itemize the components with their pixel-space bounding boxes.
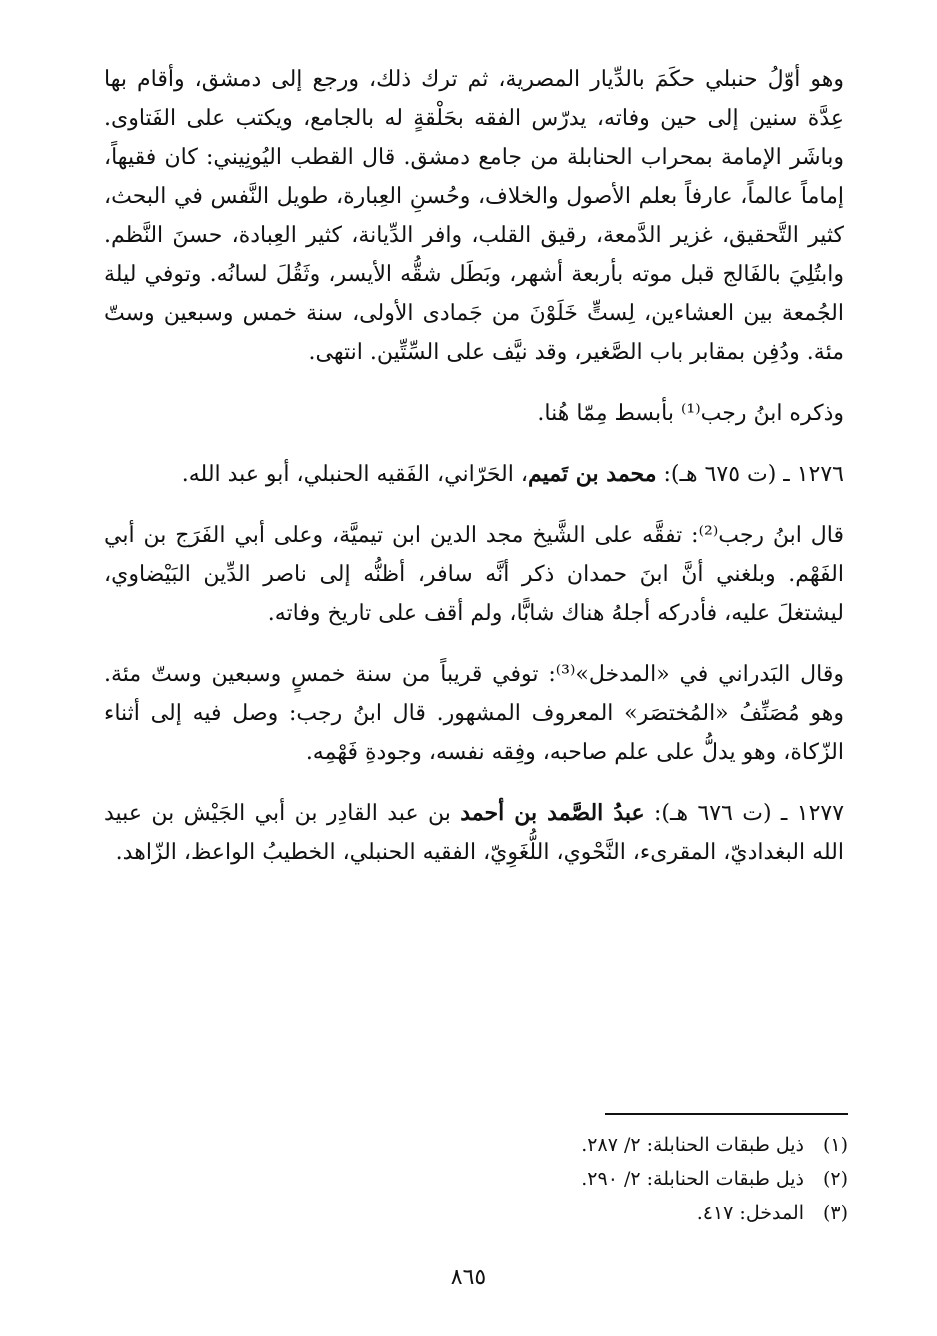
footnote-number: (٣) <box>822 1202 848 1224</box>
entry-1277-name: عبدُ الصَّمد بن أحمد <box>460 800 645 826</box>
footnote-number: (١) <box>822 1134 848 1156</box>
footnote-text: ذيل طبقات الحنابلة: ٢/ ٢٨٧. <box>581 1134 804 1156</box>
paragraph-intro: وهو أوّلُ حنبلي حكَمَ بالدِّيار المصرية، ثم ترك ذلك، ورجع إلى دمشق، وأقام بها عِدَّة سنين إلى حين وفاته، يدرّس الفقه بحَلْقةٍ له بالجامع، ويكتب على الفَتاوى. وباشَر الإمامة بمحراب الحنابلة من جامع دمشق. قال القطب اليُونِيني: كان فقيهاً، إماماً عالماً، عارفاً بعلم الأصول والخلاف، وحُسنِ العِبارة، طويل النَّفس في البحث، كثير التَّحقيق، غزير الدَّمعة، رقيق القلب، وافر الدِّيانة، كثير العِبادة، حسنَ النَّظم. وابتُلِيَ بالفَالج قبل موته بأربعة أشهر، وبَطَل شقُّه الأيسر، وثَقُلَ لسانُه. وتوفي ليلة الجُمعة بين العشاءين، لِستٍّ خَلَوْنَ من جَمادى الأولى، سنة خمس وسبعين وستّ مئة. ودُفِن بمقابر باب الصَّغير، وقد نيَّف على السِّتِّين. انتهى. <box>104 67 844 365</box>
footnote-number: (٢) <box>822 1168 848 1190</box>
entry-1277-number: ١٢٧٧ ـ (ت ٦٧٦ هـ): <box>644 801 845 826</box>
paragraph-badrani: وقال البَدراني في «المدخل»⁽³⁾: توفي قريباً من سنة خمسٍ وسبعين وستّ مئة. وهو مُصَنِّفُ «المُختصَر» المعروف المشهور. قال ابنُ رجب: وصل فيه إلى أثناء الزّكاة، وهو يدلُّ على علم صاحبه، وفِقه نفسه، وجودةِ فَهْمِه. <box>104 662 844 765</box>
footnote-text: ذيل طبقات الحنابلة: ٢/ ٢٩٠. <box>581 1168 804 1190</box>
page-body <box>104 60 844 894</box>
entry-1277 <box>104 794 844 872</box>
footnote-item <box>450 1196 848 1230</box>
entry-1276-number: ١٢٧٦ ـ (ت ٦٧٥ هـ): <box>656 462 844 487</box>
page-number: ٨٦٥ <box>450 1265 487 1290</box>
entry-1276-name: محمد بن تَميم <box>527 461 657 487</box>
entry-1276 <box>104 455 844 494</box>
footnote-text: المدخل: ٤١٧. <box>696 1202 804 1224</box>
entry-1276-description: ، الحَرّاني، الفَقيه الحنبلي، أبو عبد الله. <box>181 462 528 487</box>
footnote-divider <box>605 1113 848 1115</box>
paragraph-ibn-rajab-mention: وذكره ابنُ رجب⁽¹⁾ بأبسط مِمّا هُنا. <box>537 401 844 426</box>
footnote-item <box>450 1128 848 1162</box>
footnote-item <box>450 1162 848 1196</box>
entry-1277-description: بن عبد القادِر بن أبي الجَيْش بن عبيد الله البغداديّ، المقرىء، النَّحْوي، اللُّغَوِيّ، الفقيه الحنبلي، الخطيبُ الواعظ، الزّاهد. <box>104 801 844 865</box>
footnotes <box>450 1128 848 1230</box>
paragraph-ibn-rajab-quote: قال ابنُ رجب⁽²⁾: تفقَّه على الشَّيخ مجد الدين ابن تيميَّة، وعلى أبي الفَرَج بن أبي الفَهْم. وبلغني أنَّ ابنَ حمدان ذكر أنَّه سافر، أظنُّه إلى ناصر الدِّين البَيْضاوي، ليشتغلَ عليه، فأدركه أجلهُ هناك شابًّا، ولم أقف على تاريخ وفاته. <box>104 523 845 626</box>
